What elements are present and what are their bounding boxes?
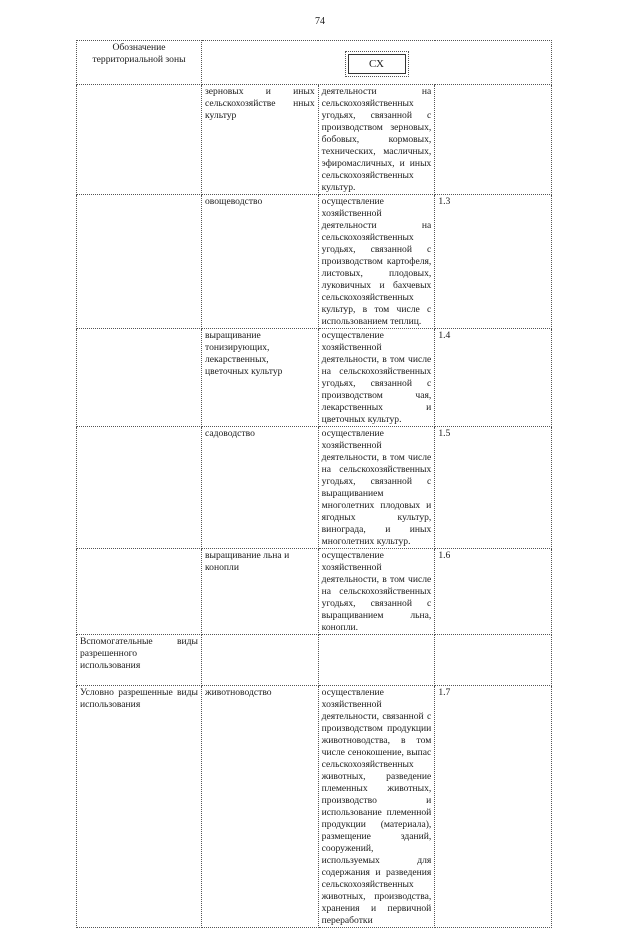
use-name: выращивание льна и конопли bbox=[202, 549, 319, 635]
table-row bbox=[77, 329, 552, 427]
auxiliary-uses-label: Вспомогательные виды разрешенного использования bbox=[77, 635, 202, 686]
zone-cell bbox=[77, 195, 202, 329]
use-code bbox=[435, 85, 552, 195]
zoning-table bbox=[76, 40, 552, 928]
zone-cell bbox=[77, 85, 202, 195]
use-code bbox=[435, 635, 552, 686]
page-number: 74 bbox=[315, 16, 325, 27]
use-name bbox=[202, 635, 319, 686]
table-row bbox=[77, 427, 552, 549]
table-row bbox=[77, 549, 552, 635]
use-description: осуществление хозяйственной деятельности, в том числе на сельскохозяйственных угодьях, связанной с выращиванием многолетних плодовых и ягодных культур, винограда, и иных многолетних культур. bbox=[318, 427, 435, 549]
use-code: 1.7 bbox=[435, 686, 552, 928]
use-code: 1.3 bbox=[435, 195, 552, 329]
use-name: садоводство bbox=[202, 427, 319, 549]
use-code: 1.6 bbox=[435, 549, 552, 635]
zone-cell bbox=[77, 329, 202, 427]
use-description: осуществление хозяйственной деятельности, в том числе на сельскохозяйственных угодьях, связанной с производством чая, лекарственных и цветочных культур. bbox=[318, 329, 435, 427]
use-description: деятельности на сельскохозяйственных угодьях, связанной с производством зерновых, бобовых, кормовых, технических, масличных, эфиромасличных, и иных сельскохозяйственных культур. bbox=[318, 85, 435, 195]
conditional-uses-label: Условно разрешенные виды использования bbox=[77, 686, 202, 928]
use-name: зерновых и иных сельскохозяйстве нных культур bbox=[202, 85, 319, 195]
use-description bbox=[318, 635, 435, 686]
zone-cell bbox=[77, 549, 202, 635]
use-name: животноводство bbox=[202, 686, 319, 928]
zone-cell bbox=[77, 427, 202, 549]
use-description: осуществление хозяйственной деятельности, связанной с производством продукции животноводства, в том числе сенокошение, выпас сельскохозяйственных животных, разведение племенных животных, производство и использование племенной продукции (материала), размещение зданий, сооружений, используемых для содержания и разведения сельскохозяйственных животных, производства, хранения и первичной переработки bbox=[318, 686, 435, 928]
use-name: выращивание тонизирующих, лекарственных, цветочных культур bbox=[202, 329, 319, 427]
use-description: осуществление хозяйственной деятельности, в том числе на сельскохозяйственных угодьях, связанной с выращиванием льна, конопли. bbox=[318, 549, 435, 635]
use-code: 1.5 bbox=[435, 427, 552, 549]
zone-designation-label: Обозначение территориальной зоны bbox=[77, 41, 202, 85]
table-header-row bbox=[77, 41, 552, 85]
zone-code-badge: СХ bbox=[348, 54, 406, 74]
use-code: 1.4 bbox=[435, 329, 552, 427]
use-name: овощеводство bbox=[202, 195, 319, 329]
zone-code-cell bbox=[202, 41, 552, 85]
table-row bbox=[77, 85, 552, 195]
use-description: осуществление хозяйственной деятельности на сельскохозяйственных угодьях, связанной с производством картофеля, листовых, плодовых, луковичных и бахчевых сельскохозяйственных культур, в том числе с использованием теплиц. bbox=[318, 195, 435, 329]
conditional-uses-row bbox=[77, 686, 552, 928]
auxiliary-uses-row bbox=[77, 635, 552, 686]
table-row bbox=[77, 195, 552, 329]
